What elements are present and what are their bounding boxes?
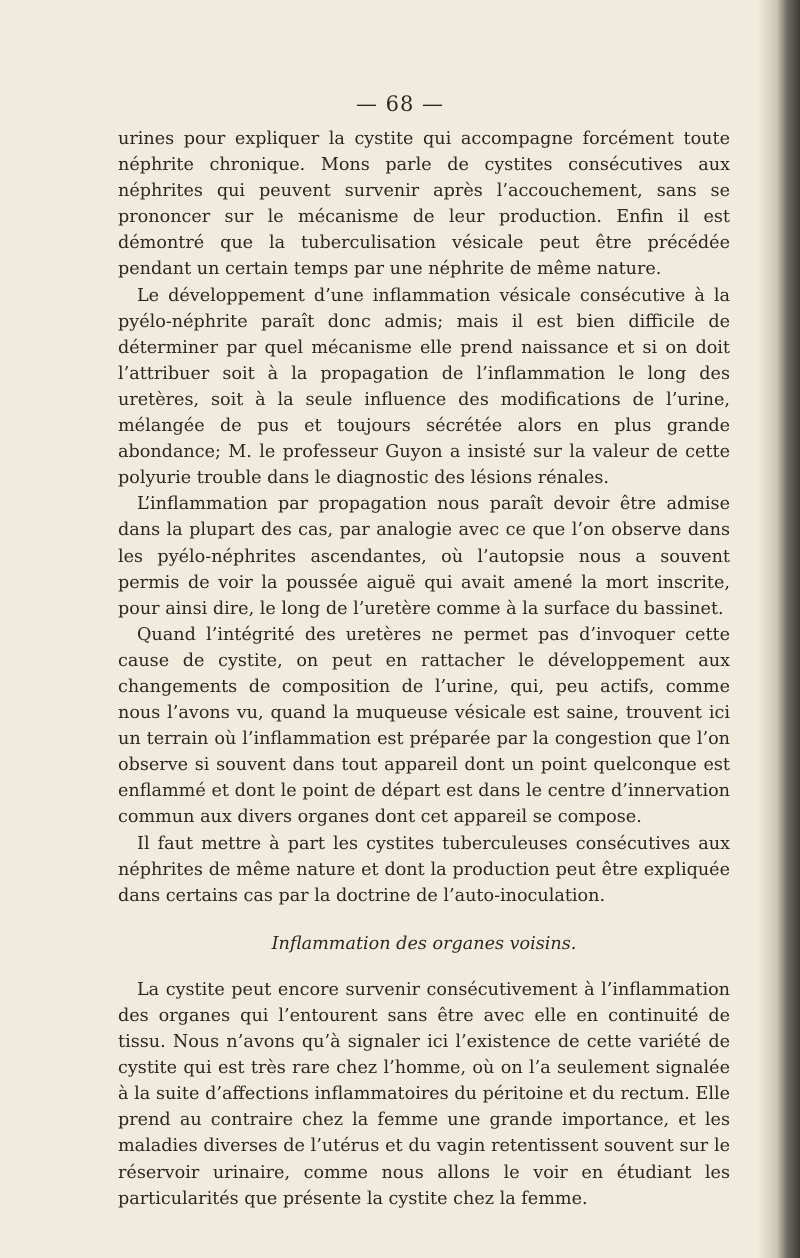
body-text — [118, 126, 730, 1212]
paragraph: L’inflammation par propagation nous paraît devoir être admise dans la plupart des cas, par analogie avec ce que l’on observe dans les pyélo-néphrites ascendantes, où l’autopsie nous a souvent permis de voir la poussée aiguë qui avait amené la mort inscrite, pour ainsi dire, le long de l’uretère comme à la surface du bassinet. — [118, 494, 730, 619]
paragraph: urines pour expliquer la cystite qui accompagne forcément toute néphrite chronique. Mons parle de cystites consécutives aux néphrites qui peuvent survenir après l’accouchement, sans se prononcer sur le mécanisme de leur production. Enfin il est démontré que la tuberculisation vésicale peut être précédée pendant un certain temps par une néphrite de même nature. — [118, 129, 730, 280]
paragraph: Il faut mettre à part les cystites tuberculeuses consécutives aux néphrites de même nature et dont la production peut être expliquée dans certains cas par la doctrine de l’auto-inoculation. — [118, 833, 730, 906]
paragraph: Quand l’intégrité des uretères ne permet pas d’invoquer cette cause de cystite, on peut en rattacher le développement aux changements de composition de l’urine, qui, peu actifs, comme nous l’avons vu, quand la muqueuse vésicale est saine, trouvent ici un terrain où l’inflammation est préparée par la congestion que l’on observe si souvent dans tout appareil dont un point quelconque est enflammé et dont le point de départ est dans le centre d’innervation commun aux divers organes dont cet appareil se compose. — [118, 624, 730, 828]
paragraph: La cystite peut encore survenir consécutivement à l’inflammation des organes qui l’entourent sans être avec elle en continuité de tissu. Nous n’avons qu’à signaler ici l’existence de cette variété de cystite qui est très rare chez l’homme, où on l’a seulement signalée à la suite d’affections inflammatoires du péritoine et du rectum. Elle prend au contraire chez la femme une grande importance, et les maladies diverses de l’utérus et du vagin retentissent souvent sur le réservoir urinaire, comme nous allons le voir en étudiant les particularités que présente la cystite chez la femme. — [118, 979, 730, 1209]
section-heading: Inflammation des organes voisins. — [271, 933, 577, 954]
page-number: — 68 — — [355, 92, 445, 116]
paragraph: Le développement d’une inflammation vésicale consécutive à la pyélo-néphrite paraît donc admis; mais il est bien difficile de déterminer par quel mécanisme elle prend naissance et si on doit l’attribuer soit à la propagation de l’inflammation le long des uretères, soit à la seule influence des modifications de l’urine, mélangée de pus et toujours sécrétée alors en plus grande abondance; M. le professeur Guyon a insisté sur la valeur de cette polyurie trouble dans le diagnostic des lésions rénales. — [118, 285, 730, 489]
book-spine-shadow — [758, 0, 800, 1258]
